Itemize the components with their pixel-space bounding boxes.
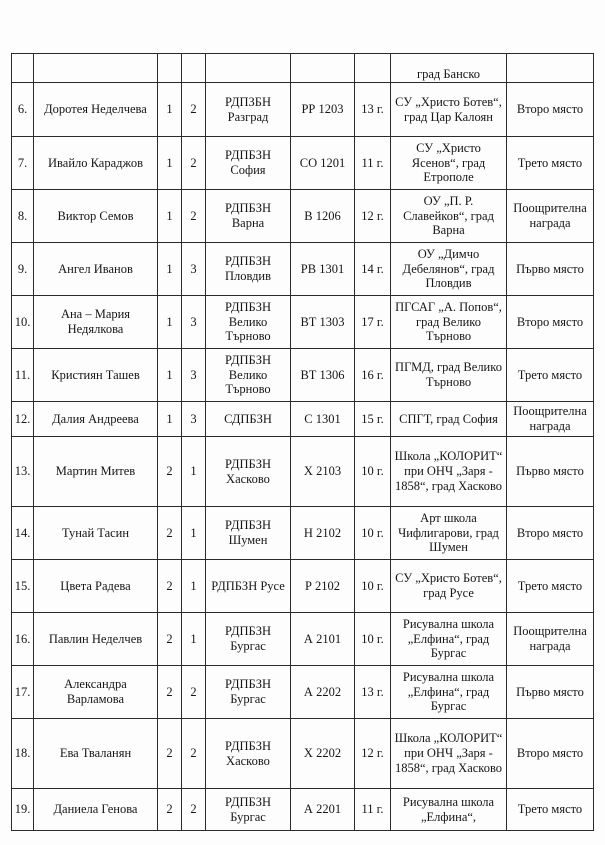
cell-b: 3 — [182, 243, 206, 296]
cell-num: 11. — [12, 349, 34, 402]
cell-org: РДПБЗН Хасково — [206, 437, 291, 507]
cell-award: Поощрителна награда — [507, 402, 594, 437]
cell-award: Трето място — [507, 349, 594, 402]
cell-org: СДПБЗН — [206, 402, 291, 437]
cell-code — [291, 54, 355, 83]
cell-name: Ана – Мария Недялкова — [34, 296, 158, 349]
cell-age: 17 г. — [355, 296, 391, 349]
cell-name — [34, 54, 158, 83]
cell-name: Тунай Тасин — [34, 507, 158, 560]
cell-code: В 1206 — [291, 190, 355, 243]
table-body — [12, 54, 594, 831]
cell-school: Рисувална школа „Елфина“, град Бургас — [391, 613, 507, 666]
cell-org: РДПБЗН Велико Търново — [206, 296, 291, 349]
cell-num: 8. — [12, 190, 34, 243]
cell-b: 1 — [182, 507, 206, 560]
cell-a: 2 — [158, 507, 182, 560]
cell-code: А 2101 — [291, 613, 355, 666]
cell-name: Далия Андреева — [34, 402, 158, 437]
cell-org: РДПЗБН Разград — [206, 83, 291, 137]
cell-name: Ивайло Караджов — [34, 137, 158, 190]
cell-b: 3 — [182, 349, 206, 402]
cell-b: 2 — [182, 666, 206, 719]
cell-b: 3 — [182, 296, 206, 349]
cell-b: 1 — [182, 560, 206, 613]
cell-age: 10 г. — [355, 613, 391, 666]
cell-school: Рисувална школа „Елфина“, — [391, 789, 507, 831]
cell-code: Х 2103 — [291, 437, 355, 507]
cell-age: 10 г. — [355, 437, 391, 507]
cell-award: Първо място — [507, 666, 594, 719]
cell-award: Първо място — [507, 243, 594, 296]
cell-age: 11 г. — [355, 789, 391, 831]
cell-num: 6. — [12, 83, 34, 137]
cell-age: 14 г. — [355, 243, 391, 296]
cell-b: 1 — [182, 613, 206, 666]
results-table — [11, 53, 594, 831]
cell-award: Първо място — [507, 437, 594, 507]
cell-org — [206, 54, 291, 83]
cell-org: РДПБЗН Бургас — [206, 613, 291, 666]
cell-code: ВТ 1306 — [291, 349, 355, 402]
cell-school: СПГТ, град София — [391, 402, 507, 437]
table-row — [12, 666, 594, 719]
cell-age: 12 г. — [355, 719, 391, 789]
cell-org: РДПБЗН Велико Търново — [206, 349, 291, 402]
cell-school: СУ „Христо Ботев“, град Русе — [391, 560, 507, 613]
cell-award: Второ място — [507, 296, 594, 349]
cell-org: РДПБЗН София — [206, 137, 291, 190]
cell-a: 2 — [158, 666, 182, 719]
table-row — [12, 190, 594, 243]
cell-org: РДПБЗН Пловдив — [206, 243, 291, 296]
cell-a: 2 — [158, 560, 182, 613]
cell-a: 1 — [158, 296, 182, 349]
cell-school: СУ „Христо Ботев“, град Цар Калоян — [391, 83, 507, 137]
cell-name: Павлин Неделчев — [34, 613, 158, 666]
table-row — [12, 243, 594, 296]
cell-code: РР 1203 — [291, 83, 355, 137]
cell-code: С 1301 — [291, 402, 355, 437]
cell-school: ПГМД, град Велико Търново — [391, 349, 507, 402]
cell-num: 9. — [12, 243, 34, 296]
cell-code: А 2201 — [291, 789, 355, 831]
cell-name: Ангел Иванов — [34, 243, 158, 296]
cell-award: Поощрителна награда — [507, 613, 594, 666]
cell-name: Доротея Неделчева — [34, 83, 158, 137]
cell-a: 1 — [158, 243, 182, 296]
cell-school: Арт школа Чифлигарови, град Шумен — [391, 507, 507, 560]
cell-school: СУ „Христо Ясенов“, град Етрополе — [391, 137, 507, 190]
cell-award: Второ място — [507, 719, 594, 789]
cell-code: ВТ 1303 — [291, 296, 355, 349]
cell-age — [355, 54, 391, 83]
cell-a: 2 — [158, 719, 182, 789]
cell-school: Рисувална школа „Елфина“, град Бургас — [391, 666, 507, 719]
cell-num: 19. — [12, 789, 34, 831]
cell-org: РДПБЗН Шумен — [206, 507, 291, 560]
cell-code: РВ 1301 — [291, 243, 355, 296]
cell-school: Школа „КОЛОРИТ“ при ОНЧ „Заря - 1858“, град Хасково — [391, 719, 507, 789]
cell-a: 2 — [158, 789, 182, 831]
cell-a — [158, 54, 182, 83]
table-row — [12, 402, 594, 437]
cell-name: Ева Тваланян — [34, 719, 158, 789]
cell-num: 12. — [12, 402, 34, 437]
cell-b: 2 — [182, 137, 206, 190]
cell-age: 10 г. — [355, 507, 391, 560]
table-row — [12, 349, 594, 402]
cell-award: Поощрителна награда — [507, 190, 594, 243]
cell-name: Александра Варламова — [34, 666, 158, 719]
cell-b — [182, 54, 206, 83]
cell-name: Цвета Радева — [34, 560, 158, 613]
cell-org: РДПБЗН Бургас — [206, 666, 291, 719]
cell-award: Трето място — [507, 560, 594, 613]
cell-a: 2 — [158, 613, 182, 666]
cell-b: 2 — [182, 719, 206, 789]
cell-award — [507, 54, 594, 83]
cell-a: 1 — [158, 349, 182, 402]
cell-award: Трето място — [507, 137, 594, 190]
cell-school: ОУ „Димчо Дебелянов“, град Пловдив — [391, 243, 507, 296]
cell-age: 16 г. — [355, 349, 391, 402]
cell-b: 2 — [182, 789, 206, 831]
cell-award: Второ място — [507, 83, 594, 137]
table-row — [12, 560, 594, 613]
cell-award: Второ място — [507, 507, 594, 560]
cell-name: Мартин Митев — [34, 437, 158, 507]
cell-age: 13 г. — [355, 666, 391, 719]
cell-num: 13. — [12, 437, 34, 507]
cell-code: Н 2102 — [291, 507, 355, 560]
cell-code: А 2202 — [291, 666, 355, 719]
cell-age: 12 г. — [355, 190, 391, 243]
cell-b: 2 — [182, 83, 206, 137]
cell-b: 1 — [182, 437, 206, 507]
cell-num: 10. — [12, 296, 34, 349]
cell-school: ПГСАГ „А. Попов“, град Велико Търново — [391, 296, 507, 349]
cell-num: 14. — [12, 507, 34, 560]
cell-a: 1 — [158, 402, 182, 437]
cell-code: СО 1201 — [291, 137, 355, 190]
cell-age: 15 г. — [355, 402, 391, 437]
cell-school: град Банско — [391, 54, 507, 83]
cell-school: Школа „КОЛОРИТ“ при ОНЧ „Заря - 1858“, град Хасково — [391, 437, 507, 507]
cell-age: 11 г. — [355, 137, 391, 190]
table-row — [12, 137, 594, 190]
table-row — [12, 437, 594, 507]
cell-award: Трето място — [507, 789, 594, 831]
cell-name: Кристиян Ташев — [34, 349, 158, 402]
cell-num: 17. — [12, 666, 34, 719]
table-row — [12, 719, 594, 789]
cell-num: 18. — [12, 719, 34, 789]
cell-org: РДПБЗН Бургас — [206, 789, 291, 831]
cell-b: 2 — [182, 190, 206, 243]
cell-age: 10 г. — [355, 560, 391, 613]
cell-a: 1 — [158, 83, 182, 137]
cell-name: Виктор Семов — [34, 190, 158, 243]
cell-b: 3 — [182, 402, 206, 437]
table-row — [12, 54, 594, 83]
cell-num: 15. — [12, 560, 34, 613]
cell-num: 16. — [12, 613, 34, 666]
cell-name: Даниела Генова — [34, 789, 158, 831]
cell-org: РДПБЗН Варна — [206, 190, 291, 243]
table-row — [12, 507, 594, 560]
cell-code: Х 2202 — [291, 719, 355, 789]
table-row — [12, 296, 594, 349]
cell-a: 1 — [158, 190, 182, 243]
cell-a: 1 — [158, 137, 182, 190]
cell-code: Р 2102 — [291, 560, 355, 613]
cell-org: РДПБЗН Русе — [206, 560, 291, 613]
cell-org: РДПБЗН Хасково — [206, 719, 291, 789]
cell-age: 13 г. — [355, 83, 391, 137]
cell-num: 7. — [12, 137, 34, 190]
table-row — [12, 83, 594, 137]
cell-num — [12, 54, 34, 83]
cell-a: 2 — [158, 437, 182, 507]
table-row — [12, 789, 594, 831]
cell-school: ОУ „П. Р. Славейков“, град Варна — [391, 190, 507, 243]
table-row — [12, 613, 594, 666]
